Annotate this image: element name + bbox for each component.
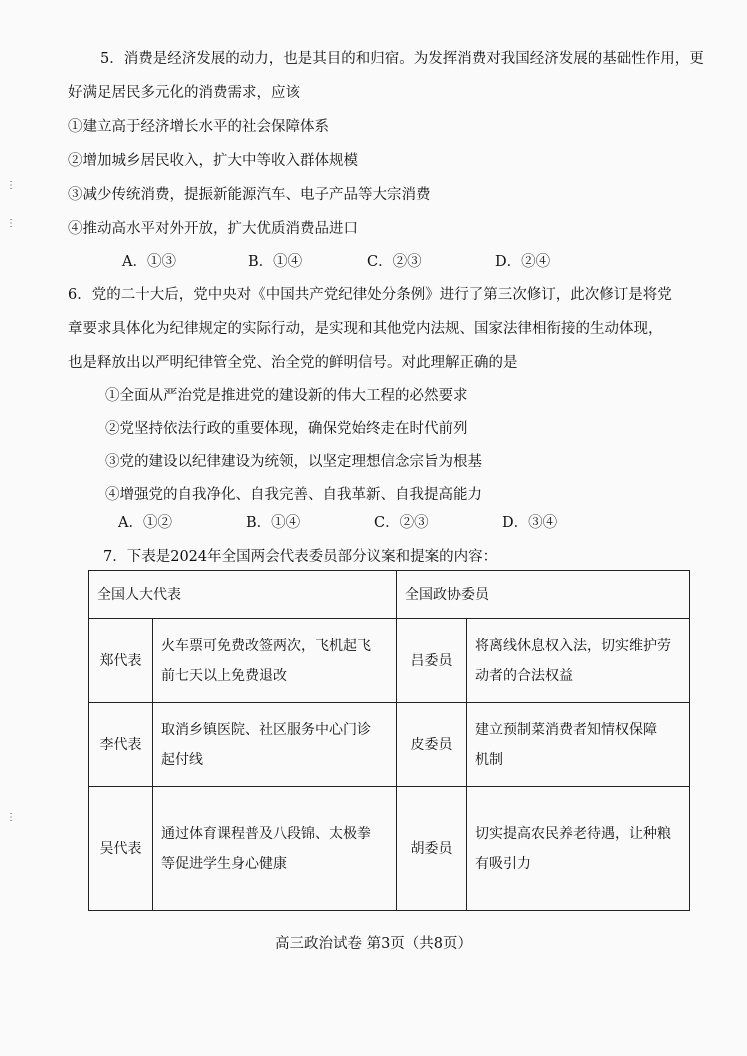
deputy-name: 李代表 — [89, 703, 153, 787]
proposal-text-line: 火车票可免费改签两次，飞机起飞 — [161, 637, 371, 654]
proposal-text-line: 取消乡镇医院、社区服务中心门诊 — [161, 721, 371, 738]
q6-item-2: ②党坚持依法行政的重要体现，确保党始终走在时代前列 — [105, 421, 468, 437]
q6-item-3: ③党的建设以纪律建设为统领，以坚定理想信念宗旨为根基 — [105, 454, 482, 470]
q6-stem-line-2: 章要求具体化为纪律规定的实际行动，是实现和其他党内法规、国家法律相衔接的生动体现， — [68, 321, 663, 337]
q6-stem-line-1: 6．党的二十大后，党中央对《中国共产党纪律处分条例》进行了第三次修订，此次修订是将党 — [68, 287, 672, 303]
deputy-name: 吴代表 — [89, 787, 153, 911]
q5-item-4: ④推动高水平对外开放，扩大优质消费品进口 — [68, 221, 358, 237]
proposal-text-line: 机制 — [475, 751, 503, 768]
member-name: 胡委员 — [397, 787, 467, 911]
proposal-text-line: 等促进学生身心健康 — [161, 855, 287, 872]
q6-item-1: ①全面从严治党是推进党的建设新的伟大工程的必然要求 — [105, 388, 468, 404]
proposal-text-line: 切实提高农民养老待遇，让种粮 — [475, 825, 671, 842]
q6-option-d[interactable]: D．③④ — [502, 515, 558, 531]
q5-stem-line-2: 好满足居民多元化的消费需求，应该 — [68, 85, 300, 101]
proposal-text-line: 建立预制菜消费者知情权保障 — [475, 721, 657, 738]
scan-mark: ⋮ — [6, 180, 16, 191]
q5-stem-line-1: 5．消费是经济发展的动力，也是其目的和归宿。为发挥消费对我国经济发展的基础性作用，更 — [100, 51, 704, 67]
q5-option-a[interactable]: A．①③ — [122, 254, 176, 270]
table-row — [89, 703, 690, 787]
q5-option-c[interactable]: C．②③ — [367, 254, 422, 270]
q6-item-4: ④增强党的自我净化、自我完善、自我革新、自我提高能力 — [105, 487, 482, 503]
proposal-text-line: 有吸引力 — [475, 855, 531, 872]
q5-item-2: ②增加城乡居民收入，扩大中等收入群体规模 — [68, 153, 358, 169]
scan-mark: ⋮ — [6, 812, 16, 823]
table-row — [89, 787, 690, 911]
proposal-text-line: 前七天以上免费退改 — [161, 667, 287, 684]
deputy-name: 郑代表 — [89, 619, 153, 703]
member-proposal — [467, 619, 690, 703]
q5-option-d[interactable]: D．②④ — [495, 254, 551, 270]
q7-stem: 7．下表是2024年全国两会代表委员部分议案和提案的内容： — [103, 549, 498, 565]
deputy-proposal — [153, 703, 397, 787]
member-proposal — [467, 703, 690, 787]
header-npc-deputies: 全国人大代表 — [89, 571, 397, 619]
q6-option-c[interactable]: C．②③ — [374, 515, 429, 531]
q6-stem-line-3: 也是释放出以严明纪律管全党、治全党的鲜明信号。对此理解正确的是 — [68, 355, 518, 371]
deputy-proposal — [153, 619, 397, 703]
proposals-table — [88, 570, 690, 911]
table-row — [89, 619, 690, 703]
header-cppcc-members: 全国政协委员 — [397, 571, 690, 619]
q5-item-3: ③减少传统消费，提振新能源汽车、电子产品等大宗消费 — [68, 187, 431, 203]
q6-option-a[interactable]: A．①② — [118, 515, 172, 531]
q6-option-b[interactable]: B．①④ — [246, 515, 301, 531]
member-proposal — [467, 787, 690, 911]
proposal-text-line: 通过体育课程普及八段锦、太极拳 — [161, 825, 371, 842]
member-name: 吕委员 — [397, 619, 467, 703]
proposal-text-line: 将离线休息权入法，切实维护劳 — [475, 637, 671, 654]
proposal-text-line: 起付线 — [161, 751, 203, 768]
scan-mark: ⋮ — [6, 218, 16, 229]
table-header-row — [89, 571, 690, 619]
q5-item-1: ①建立高于经济增长水平的社会保障体系 — [68, 119, 329, 135]
q6-options — [0, 512, 747, 534]
page-footer: 高三政治试卷 第3页（共8页） — [274, 936, 473, 952]
q5-options — [0, 251, 747, 273]
member-name: 皮委员 — [397, 703, 467, 787]
deputy-proposal — [153, 787, 397, 911]
proposal-text-line: 动者的合法权益 — [475, 667, 573, 684]
q5-option-b[interactable]: B．①④ — [248, 254, 303, 270]
